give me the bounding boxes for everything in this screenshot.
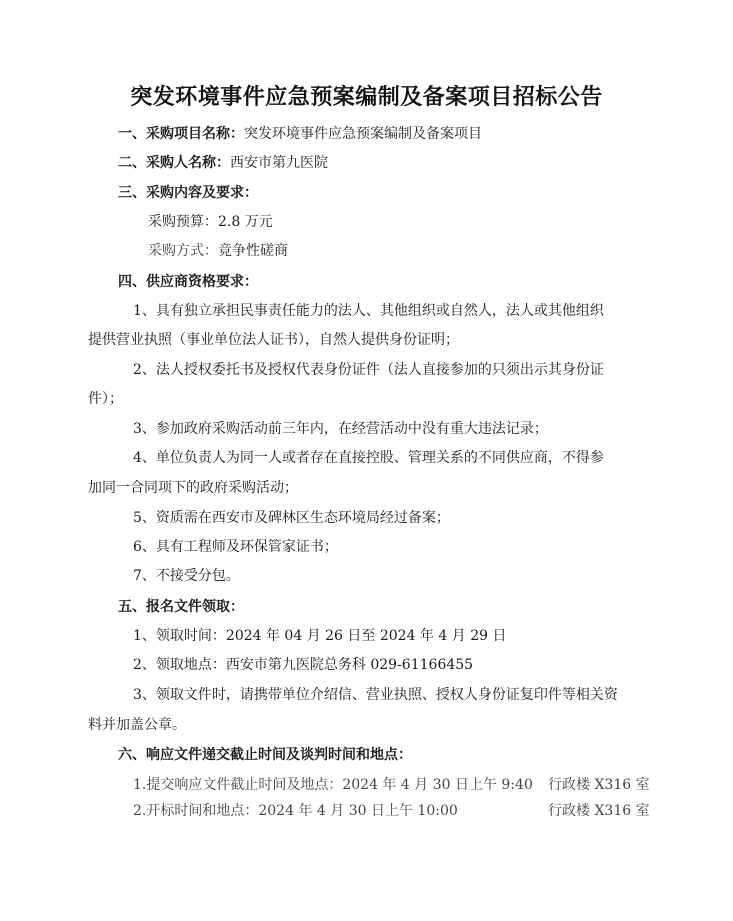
qualification-1-line-2: 提供营业执照（事业单位法人证书），自然人提供身份证明； <box>88 332 459 348</box>
qualification-1-line-1: 1、具有独立承担民事责任能力的法人、其他组织或自然人，法人或其他组织 <box>133 303 604 319</box>
pickup-note-line-1: 3、领取文件时，请携带单位介绍信、营业执照、授权人身份证复印件等相关资 <box>133 687 618 703</box>
qualification-4-line-2: 加同一合同项下的政府采购活动； <box>88 480 298 496</box>
qualification-2-line-2: 件）； <box>88 391 123 407</box>
qualification-3: 3、参加政府采购活动前三年内，在经营活动中没有重大违法记录； <box>133 421 548 437</box>
method-label: 采购方式： <box>148 243 218 259</box>
section-3-label: 三、采购内容及要求： <box>118 185 258 201</box>
section-2-value: 西安市第九医院 <box>230 155 328 171</box>
section-5 <box>118 597 244 617</box>
method-line <box>148 241 288 261</box>
budget-line: 采购预算：2.8 万元 <box>148 214 273 230</box>
section-1 <box>118 124 482 144</box>
pickup-note-line-2: 料并加盖公章。 <box>88 717 186 733</box>
opening-time: 2.开标时间和地点：2024 年 4 月 30 日上午 10:00 <box>133 803 458 819</box>
qualification-4-line-1: 4、单位负责人为同一人或者存在直接控股、管理关系的不同供应商，不得参 <box>133 450 604 466</box>
section-3 <box>118 183 258 203</box>
section-1-value: 突发环境事件应急预案编制及备案项目 <box>244 126 482 142</box>
qualification-5: 5、资质需在西安市及碑林区生态环境局经过备案； <box>133 510 450 526</box>
submission-place: 行政楼 X316 室 <box>548 777 650 793</box>
submission-deadline: 1.提交响应文件截止时间及地点：2024 年 4 月 30 日上午 9:40 <box>133 777 533 793</box>
section-6-label: 六、响应文件递交截止时间及谈判时间和地点： <box>118 747 412 763</box>
qualification-6: 6、具有工程师及环保管家证书； <box>133 539 338 555</box>
pickup-time: 1、领取时间：2024 年 04 月 26 日至 2024 年 4 月 29 日 <box>133 628 507 644</box>
section-1-label: 一、采购项目名称： <box>118 126 244 142</box>
document-title: 突发环境事件应急预案编制及备案项目招标公告 <box>130 84 603 110</box>
qualification-2-line-1: 2、法人授权委托书及授权代表身份证件（法人直接参加的只须出示其身份证 <box>133 362 604 378</box>
section-2 <box>118 153 328 173</box>
opening-place: 行政楼 X316 室 <box>548 803 650 819</box>
qualification-7: 7、不接受分包。 <box>133 568 240 584</box>
section-4-label: 四、供应商资格要求： <box>118 274 258 290</box>
section-6 <box>118 745 412 765</box>
method-value: 竞争性磋商 <box>218 243 288 259</box>
section-2-label: 二、采购人名称： <box>118 155 230 171</box>
section-5-label: 五、报名文件领取： <box>118 599 244 615</box>
section-4 <box>118 272 258 292</box>
pickup-location: 2、领取地点：西安市第九医院总务科 029-61166455 <box>133 657 474 673</box>
